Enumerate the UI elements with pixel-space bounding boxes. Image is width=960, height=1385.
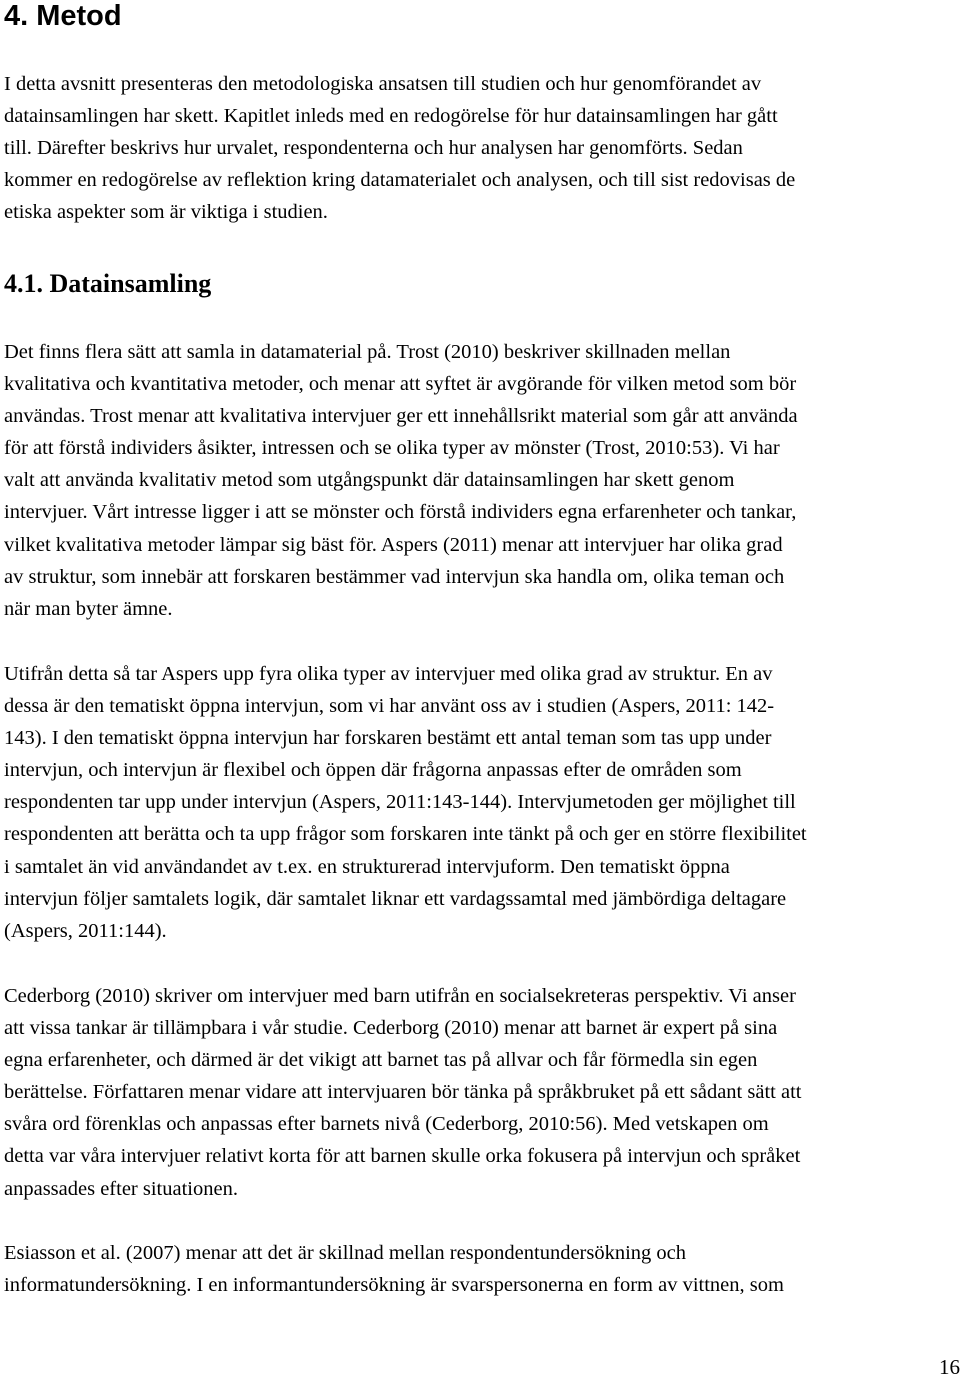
text-line: (Aspers, 2011:144). (4, 919, 167, 942)
page-number: 16 (939, 1355, 960, 1379)
text-line: intervjun följer samtalets logik, där samtalet liknar ett vardagssamtal med jämbördiga deltagare (4, 887, 787, 910)
body-paragraph (4, 1237, 960, 1301)
text-line: i samtalet än vid användandet av t.ex. en strukturerad intervjuform. Den tematiskt öppna (4, 855, 730, 878)
text-line: egna erfarenheter, och därmed är det vikigt att barnet tas på allvar och får förmedla sin egen (4, 1049, 758, 1072)
body-paragraph (4, 658, 960, 947)
text-line: Cederborg (2010) skriver om intervjuer med barn utifrån en socialsekreteras perspektiv. Vi anser (4, 985, 796, 1007)
text-line: kommer en redogörelse av reflektion kring datamaterialet och analysen, och till sist redovisas de (4, 169, 796, 192)
text-line: kvalitativa och kvantitativa metoder, och menar att syftet är avgörande för vilken metod som bör (4, 373, 797, 396)
text-line: svåra ord förenklas och anpassas efter barnets nivå (Cederborg, 2010:56). Med vetskapen om (4, 1113, 769, 1136)
text-line: valt att använda kvalitativ metod som utgångspunkt där datainsamlingen har skett genom (4, 469, 735, 492)
text-line: vilket kvalitativa metoder lämpar sig bäst för. Aspers (2011) menar att intervjuer har olika grad (4, 533, 783, 556)
text-line: intervjuer. Vårt intresse ligger i att se mönster och förstå individers egna erfarenheter och tankar, (4, 501, 797, 524)
section-heading: 4.1. Datainsamling (4, 269, 212, 298)
text-line: respondenten att berätta och ta upp frågor som forskaren inte tänkt på och ger en större flexibilitet (4, 823, 807, 846)
text-line: för att förstå individers åsikter, intressen och se olika typer av mönster (Trost, 2010:53). Vi har (4, 437, 780, 460)
text-line: 143). I den tematiskt öppna intervjun har forskaren bestämt ett antal teman som tas upp under (4, 727, 772, 750)
text-line: berättelse. Författaren menar vidare att intervjuaren bör tänka på språkbruket på ett sådant sätt att (4, 1081, 802, 1104)
chapter-heading: 4. Metod (4, 0, 122, 32)
text-line: informatundersökning. I en informantundersökning är svarspersonerna en form av vittnen, som (4, 1274, 784, 1297)
text-line: datainsamlingen har skett. Kapitlet inleds med en redogörelse för hur datainsamlingen har gått (4, 105, 778, 128)
body-paragraph (4, 980, 960, 1205)
intro-paragraph (4, 68, 960, 228)
text-line: när man byter ämne. (4, 597, 173, 620)
text-line: användas. Trost menar att kvalitativa intervjuer ger ett innehållsrikt material som går att använda (4, 405, 798, 428)
text-line: att vissa tankar är tillämpbara i vår studie. Cederborg (2010) menar att barnet är expert på sina (4, 1017, 778, 1040)
body-paragraph (4, 336, 960, 625)
text-line: respondenten tar upp under intervjun (Aspers, 2011:143-144). Intervjumetoden ger möjlighet till (4, 791, 796, 814)
text-line: till. Därefter beskrivs hur urvalet, respondenterna och hur analysen har genomförts. Sedan (4, 137, 743, 160)
text-line: detta var våra intervjuer relativt korta för att barnen skulle orka fokusera på intervjun och språket (4, 1145, 801, 1168)
text-line: I detta avsnitt presenteras den metodologiska ansatsen till studien och hur genomförandet av (4, 73, 762, 95)
text-line: etiska aspekter som är viktiga i studien. (4, 201, 328, 224)
text-line: Det finns flera sätt att samla in datamaterial på. Trost (2010) beskriver skillnaden mellan (4, 341, 731, 363)
text-line: Esiasson et al. (2007) menar att det är skillnad mellan respondentundersökning och (4, 1242, 687, 1264)
text-line: intervjun, och intervjun är flexibel och öppen där frågorna anpassas efter de områden som (4, 759, 742, 782)
text-line: dessa är den tematiskt öppna intervjun, som vi har använt oss av i studien (Aspers, 2011: 142- (4, 695, 775, 718)
text-line: Utifrån detta så tar Aspers upp fyra olika typer av intervjuer med olika grad av struktur. En av (4, 663, 773, 685)
text-line: anpassades efter situationen. (4, 1177, 238, 1200)
text-line: av struktur, som innebär att forskaren bestämmer vad intervjun ska handla om, olika teman och (4, 565, 785, 588)
